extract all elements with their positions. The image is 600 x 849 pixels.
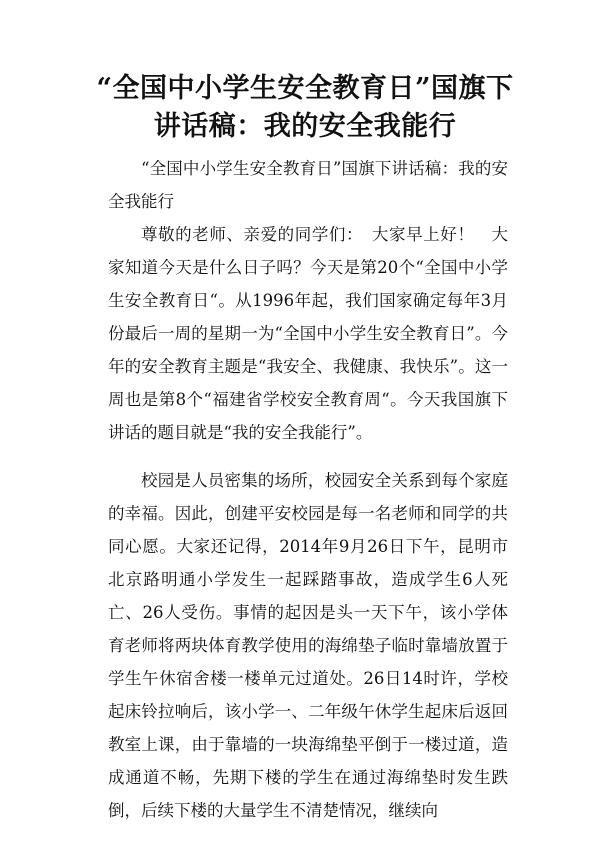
document-body — [108, 152, 508, 827]
campus-safety-paragraph: 校园是人员密集的场所，校园安全关系到每个家庭的幸福。因此，创建平安校园是每一名老师和同学的共同心愿。大家还记得，2014年9月26日下午，昆明市北京路明通小学发生一起踩踏事故，造成学生6人死亡、26人受伤。事情的起因是头一天下午，该小学体育老师将两块体育教学使用的海绵垫子临时靠墙放置于学生午休宿舍楼一楼单元过道处。26日14时许，学校起床铃拉响后，该小学一、二年级午休学生起床后返回教室上课，由于靠墙的一块海绵垫平倒于一楼过道，造成通道不畅，先期下楼的学生在通过海绵垫时发生跌倒，后续下楼的大量学生不清楚情况，继续向 — [108, 471, 508, 820]
greeting-paragraph: 尊敬的老师、亲爱的同学们： 大家早上好！ 大家知道今天是什么日子吗？今天是第20个“全国中小学生安全教育日“。从1996年起，我们国家确定每年3月份最后一周的星期一为“全国中小学生安全教育日”。今年的安全教育主题是“我安全、我健康、我快乐”。这一周也是第8个“福建省学校安全教育周“。今天我国旗下讲话的题目就是“我的安全我能行”。 — [108, 225, 508, 442]
document-title: “全国中小学生安全教育日”国旗下讲话稿：我的安全我能行 — [96, 73, 514, 142]
subtitle-paragraph: “全国中小学生安全教育日”国旗下讲话稿：我的安全我能行 — [108, 159, 508, 211]
